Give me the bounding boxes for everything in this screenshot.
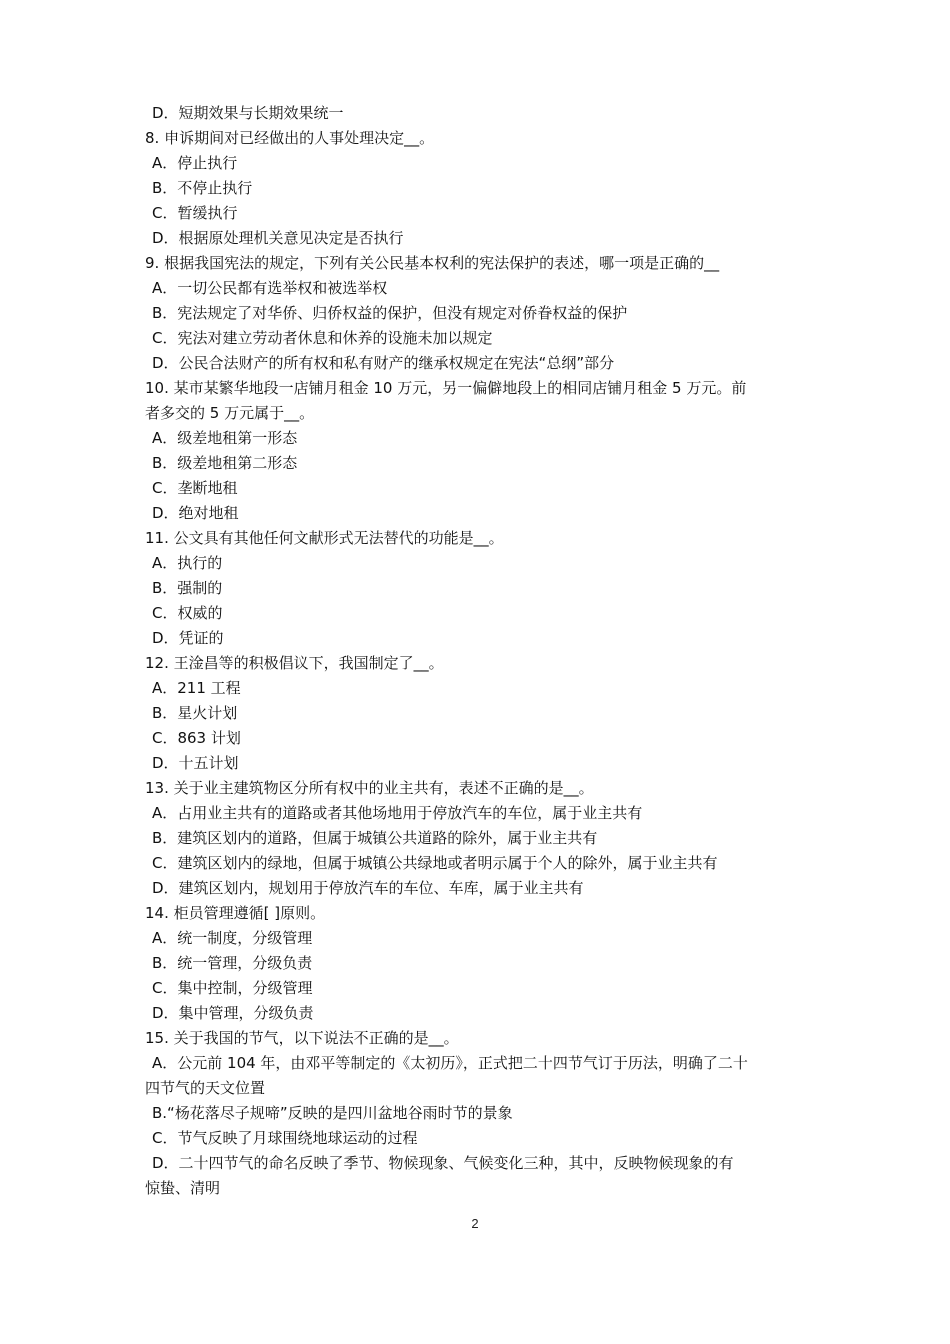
answer-option-line: B．级差地租第二形态 xyxy=(152,454,298,472)
answer-option-line: D．根据原处理机关意见决定是否执行 xyxy=(152,229,404,247)
question-text-line: 14. 柜员管理遵循[ ]原则。 xyxy=(145,904,326,922)
answer-option-line: A．执行的 xyxy=(152,554,223,572)
answer-option-line: D．公民合法财产的所有权和私有财产的继承权规定在宪法“总纲”部分 xyxy=(152,354,615,372)
answer-option-line: C．宪法对建立劳动者休息和休养的设施未加以规定 xyxy=(152,329,493,347)
answer-option-line: A．211 工程 xyxy=(152,679,241,697)
question-text-line: 9. 根据我国宪法的规定，下列有关公民基本权利的宪法保护的表述，哪一项是正确的__ xyxy=(145,254,720,272)
answer-option-line: C．节气反映了月球围绕地球运动的过程 xyxy=(152,1129,418,1147)
answer-option-line: B．星火计划 xyxy=(152,704,238,722)
answer-option-line: D．短期效果与长期效果统一 xyxy=(152,104,344,122)
answer-option-line: B．建筑区划内的道路，但属于城镇公共道路的除外，属于业主共有 xyxy=(152,829,598,847)
question-text-line: 12. 王淦昌等的积极倡议下，我国制定了__。 xyxy=(145,654,444,672)
answer-option-line: A．一切公民都有选举权和被选举权 xyxy=(152,279,388,297)
answer-option-line: C．建筑区划内的绿地，但属于城镇公共绿地或者明示属于个人的除外，属于业主共有 xyxy=(152,854,718,872)
answer-option-line: D．集中管理，分级负责 xyxy=(152,1004,314,1022)
answer-option-line: D．十五计划 xyxy=(152,754,239,772)
answer-option-line: C．集中控制，分级管理 xyxy=(152,979,313,997)
answer-option-line: A．占用业主共有的道路或者其他场地用于停放汽车的车位，属于业主共有 xyxy=(152,804,643,822)
question-text-line: 10. 某市某繁华地段一店铺月租金 10 万元，另一偏僻地段上的相同店铺月租金 5 万元。前 xyxy=(145,379,747,397)
question-text-line: 惊蛰、清明 xyxy=(145,1179,221,1197)
answer-option-line: A．公元前 104 年，由邓平等制定的《太初历》，正式把二十四节气订于历法，明确了二十 xyxy=(152,1054,748,1072)
answer-option-line: D．绝对地租 xyxy=(152,504,239,522)
answer-option-line: B．统一管理，分级负责 xyxy=(152,954,313,972)
question-text-line: 15. 关于我国的节气，以下说法不正确的是__。 xyxy=(145,1029,459,1047)
answer-option-line: B．强制的 xyxy=(152,579,223,597)
answer-option-line: D．建筑区划内，规划用于停放汽车的车位、车库，属于业主共有 xyxy=(152,879,584,897)
answer-option-line: B．宪法规定了对华侨、归侨权益的保护，但没有规定对侨眷权益的保护 xyxy=(152,304,628,322)
answer-option-line: C．暂缓执行 xyxy=(152,204,238,222)
answer-option-line: A．统一制度，分级管理 xyxy=(152,929,313,947)
question-text-line: 11. 公文具有其他任何文献形式无法替代的功能是__。 xyxy=(145,529,504,547)
answer-option-line: A．级差地租第一形态 xyxy=(152,429,298,447)
answer-option-line: D．二十四节气的命名反映了季节、物候现象、气候变化三种，其中，反映物候现象的有 xyxy=(152,1154,734,1172)
answer-option-line: C．垄断地租 xyxy=(152,479,238,497)
answer-option-line: D．凭证的 xyxy=(152,629,224,647)
answer-option-line: B．不停止执行 xyxy=(152,179,253,197)
page-number: 2 xyxy=(471,1216,479,1231)
answer-option-line: C．863 计划 xyxy=(152,729,241,747)
question-text-line: 13. 关于业主建筑物区分所有权中的业主共有，表述不正确的是__。 xyxy=(145,779,594,797)
answer-option-line: A．停止执行 xyxy=(152,154,238,172)
question-text-line: 8. 申诉期间对已经做出的人事处理决定__。 xyxy=(145,129,435,147)
question-text-line: 四节气的天文位置 xyxy=(145,1079,266,1097)
question-text-line: 者多交的 5 万元属于__。 xyxy=(145,404,315,422)
answer-option-line: B.“杨花落尽子规啼”反映的是四川盆地谷雨时节的景象 xyxy=(152,1104,513,1122)
page-content xyxy=(145,101,813,1201)
answer-option-line: C．权威的 xyxy=(152,604,223,622)
